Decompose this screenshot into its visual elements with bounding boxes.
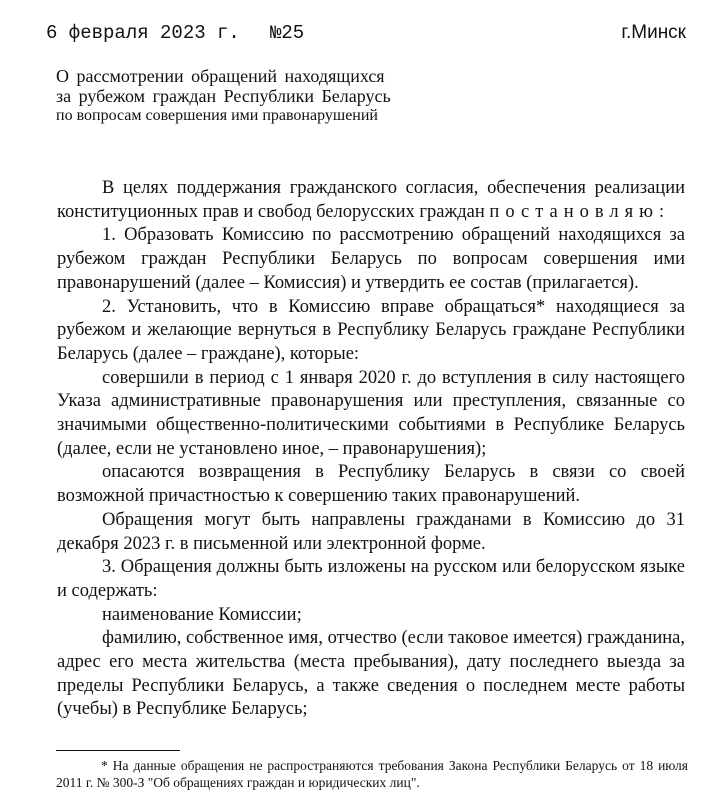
title-line-2: за рубежом граждан Республики Беларусь (56, 86, 391, 106)
preamble-paragraph (57, 177, 685, 224)
paragraph-2-item-a: совершили в период с 1 января 2020 г. до вступления в силу настоящего Указа административные правонарушения или преступления, связанные со значимыми общественно-политическими событиями в Республике Беларусь (далее, если не установлено иное, – правонарушения); (57, 367, 685, 459)
document-number: №25 (270, 22, 305, 44)
paragraph-1: 1. Образовать Комиссию по рассмотрению обращений находящихся за рубежом граждан Республики Беларусь по вопросам совершения ими правонарушений (далее – Комиссия) и утвердить ее состав (прилагается). (57, 225, 685, 293)
footnote-divider (56, 750, 180, 751)
document-title (56, 66, 391, 126)
title-line-1: О рассмотрении обращений находящихся (56, 66, 385, 86)
paragraph-3-item-a: наименование Комиссии; (102, 604, 302, 625)
footnote (56, 757, 688, 791)
paragraph-2-item-b: опасаются возвращения в Республику Беларусь в связи со своей возможной причастностью к совершению таких правонарушений. (57, 462, 685, 507)
preamble-text: В целях поддержания гражданского согласия, обеспечения реализации конституционных прав и свобод белорусских граждан (57, 178, 685, 222)
document-city: г.Минск (621, 22, 686, 43)
document-date: 6 февраля 2023 г. (46, 22, 240, 44)
paragraph-3-item-b: фамилию, собственное имя, отчество (если таковое имеется) гражданина, адрес его места жительства (места пребывания), дату последнего выезда за пределы Республики Беларусь, а также сведения о последнем месте работы (учебы) в Республике Беларусь; (57, 628, 685, 720)
footnote-text: * На данные обращения не распространяются требования Закона Республики Беларусь от 18 июля 2011 г. № 300-З "Об обращениях граждан и юридических лиц". (56, 758, 688, 790)
paragraph-2: 2. Установить, что в Комиссию вправе обращаться* находящиеся за рубежом и желающие вернуться в Республику Беларусь граждане Республики Беларусь (далее – граждане), которые: (57, 296, 685, 364)
paragraph-2-deadline: Обращения могут быть направлены гражданами в Комиссию до 31 декабря 2023 г. в письменной или электронной форме. (57, 509, 685, 554)
paragraph-3: 3. Обращения должны быть изложены на русском или белорусском языке и содержать: (57, 557, 685, 601)
document-body (57, 177, 685, 722)
title-line-3: по вопросам совершения ими правонарушений (56, 107, 378, 124)
decree-word: постановляю: (489, 201, 671, 222)
